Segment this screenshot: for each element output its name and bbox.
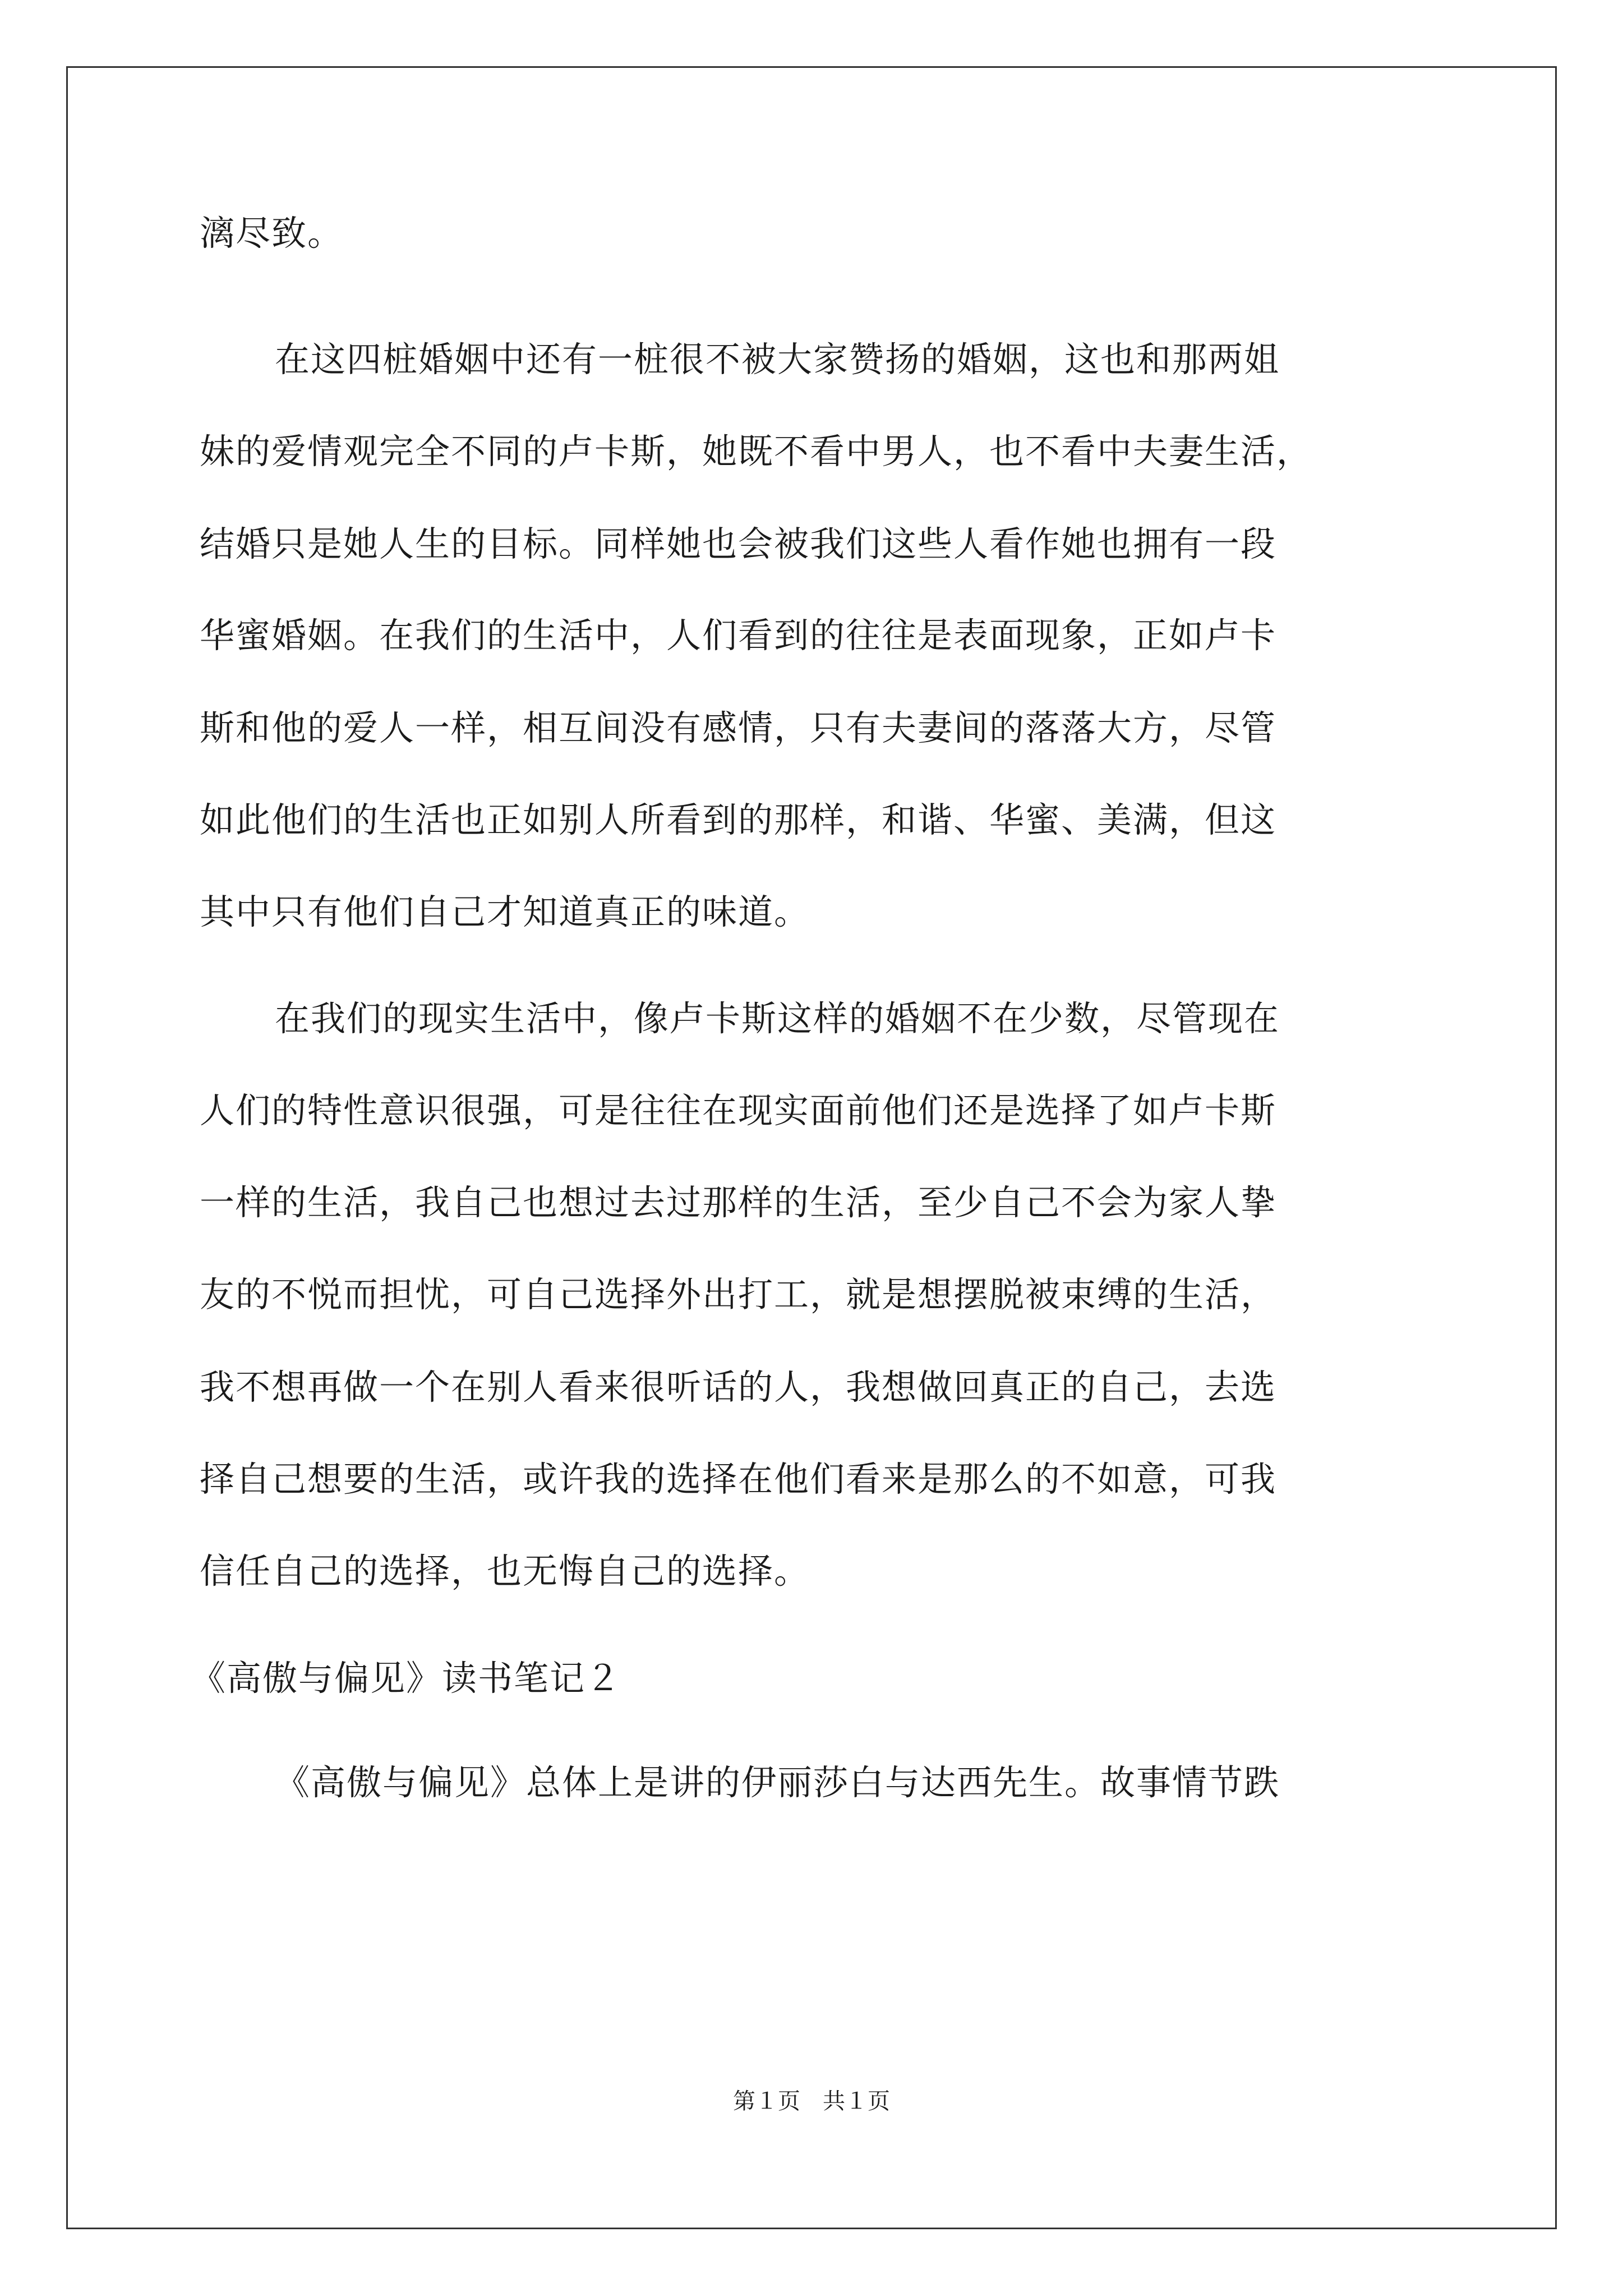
body-line: 人们的特性意识很强，可是往往在现实面前他们还是选择了如卢卡斯 bbox=[200, 1090, 1277, 1131]
body-line: 漓尽致。 bbox=[200, 213, 344, 254]
body-line: 斯和他的爱人一样，相互间没有感情，只有夫妻间的落落大方，尽管 bbox=[200, 707, 1277, 748]
body-line: 择自己想要的生活，或许我的选择在他们看来是那么的不如意，可我 bbox=[200, 1458, 1277, 1499]
body-line: 在我们的现实生活中，像卢卡斯这样的婚姻不在少数，尽管现在 bbox=[275, 998, 1280, 1039]
body-line: 信任自己的选择，也无悔自己的选择。 bbox=[200, 1550, 810, 1591]
body-line: 《高傲与偏见》总体上是讲的伊丽莎白与达西先生。故事情节跌 bbox=[275, 1762, 1280, 1803]
body-line: 结婚只是她人生的目标。同样她也会被我们这些人看作她也拥有一段 bbox=[200, 523, 1277, 564]
section-heading: 《高傲与偏见》读书笔记２ bbox=[191, 1658, 622, 1699]
body-line: 我不想再做一个在别人看来很听话的人，我想做回真正的自己，去选 bbox=[200, 1366, 1277, 1407]
body-line: 华蜜婚姻。在我们的生活中，人们看到的往往是表面现象，正如卢卡 bbox=[200, 615, 1277, 656]
page-footer: 第１页 共１页 bbox=[733, 2088, 890, 2114]
body-line: 如此他们的生活也正如别人所看到的那样，和谐、华蜜、美满，但这 bbox=[200, 799, 1277, 840]
body-line: 妹的爱情观完全不同的卢卡斯，她既不看中男人，也不看中夫妻生活， bbox=[200, 431, 1313, 472]
body-line: 友的不悦而担忧，可自己选择外出打工，就是想摆脱被束缚的生活， bbox=[200, 1274, 1277, 1315]
page-border bbox=[66, 66, 1557, 2229]
body-line: 在这四桩婚姻中还有一桩很不被大家赞扬的婚姻，这也和那两姐 bbox=[275, 339, 1280, 380]
body-line: 一样的生活，我自己也想过去过那样的生活，至少自己不会为家人挚 bbox=[200, 1182, 1277, 1223]
body-line: 其中只有他们自己才知道真正的味道。 bbox=[200, 891, 810, 932]
